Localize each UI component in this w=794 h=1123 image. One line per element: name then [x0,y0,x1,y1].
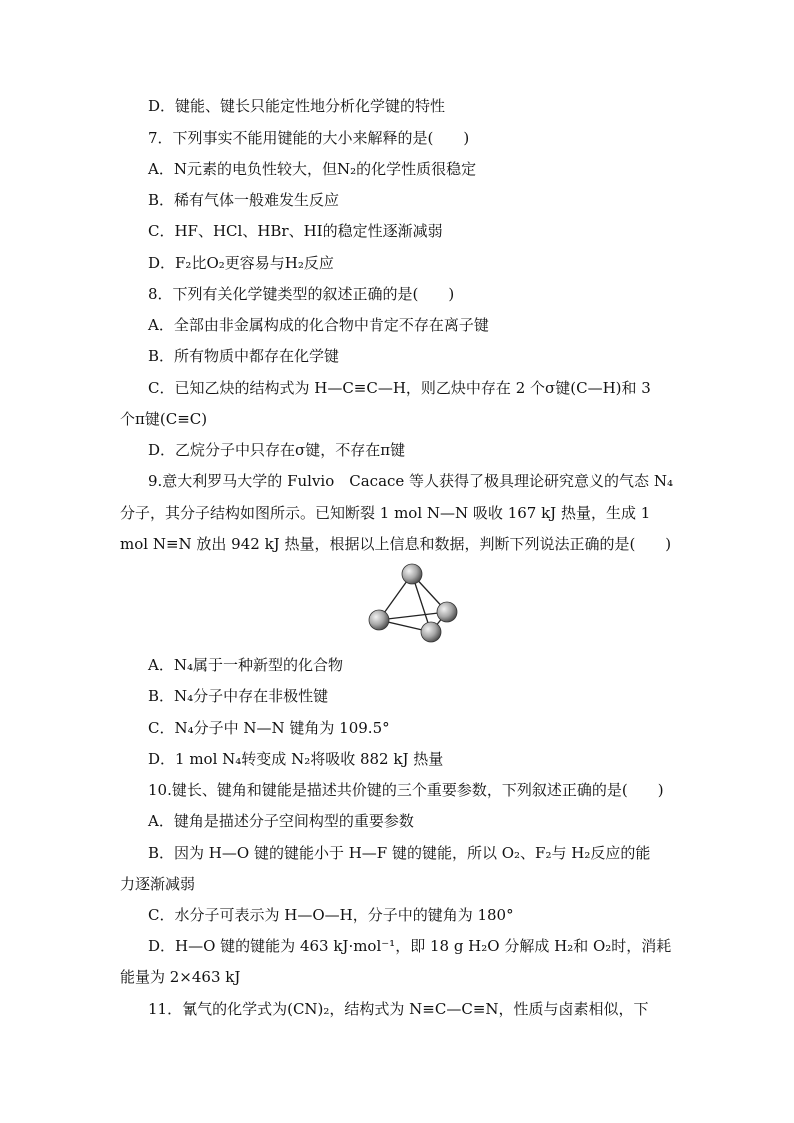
q8-option-c-cont: 个π键(C≡C) [120,410,208,428]
nitrogen-atom [369,610,389,630]
q7-option-b: B．稀有气体一般难发生反应 [148,191,340,209]
q10-option-b-cont: 力逐渐减弱 [120,875,196,893]
question-10-stem: 10.键长、键角和键能是描述共价键的三个重要参数，下列叙述正确的是( ) [148,781,664,799]
q10-option-b: B．因为 H—O 键的键能小于 H—F 键的键能，所以 O₂、F₂与 H₂反应的能 [148,844,651,862]
nitrogen-atom [437,602,457,622]
q8-option-c: C．已知乙炔的结构式为 H—C≡C—H，则乙炔中存在 2 个σ键(C—H)和 3 [148,379,651,397]
question-7-stem: 7．下列事实不能用键能的大小来解释的是( ) [148,129,470,147]
question-9-stem-cont: 分子，其分子结构如图所示。已知断裂 1 mol N—N 吸收 167 kJ 热量，生成 1 [120,504,651,522]
q9-option-a: A．N₄属于一种新型的化合物 [148,656,343,674]
q8-option-d: D．乙烷分子中只存在σ键，不存在π键 [148,441,406,459]
question-9-stem: 9.意大利罗马大学的 Fulvio Cacace 等人获得了极具理论研究意义的气态 N₄ [148,472,673,490]
q7-option-c: C．HF、HCl、HBr、HI的稳定性逐渐减弱 [148,222,443,240]
q10-option-d-cont: 能量为 2×463 kJ [120,968,241,986]
question-11-stem: 11．氰气的化学式为(CN)₂，结构式为 N≡C—C≡N，性质与卤素相似，下 [148,1000,649,1018]
n4-molecule-figure [360,560,470,650]
q8-option-a: A．全部由非金属构成的化合物中肯定不存在离子键 [148,316,489,334]
q10-option-c: C．水分子可表示为 H—O—H，分子中的键角为 180° [148,906,514,924]
q7-option-d: D．F₂比O₂更容易与H₂反应 [148,254,334,272]
q7-option-a: A．N元素的电负性较大，但N₂的化学性质很稳定 [148,160,477,178]
nitrogen-atom [421,622,441,642]
question-8-stem: 8．下列有关化学键类型的叙述正确的是( ) [148,285,455,303]
text-line: D．键能、键长只能定性地分析化学键的特性 [148,97,446,115]
q10-option-d: D．H—O 键的键能为 463 kJ·mol⁻¹，即 18 g H₂O 分解成 H₂和 O₂时，消耗 [148,937,672,955]
q9-option-d: D．1 mol N₄转变成 N₂将吸收 882 kJ 热量 [148,750,444,768]
q10-option-a: A．键角是描述分子空间构型的重要参数 [148,812,414,830]
q9-option-b: B．N₄分子中存在非极性键 [148,687,329,705]
nitrogen-atom [402,564,422,584]
q8-option-b: B．所有物质中都存在化学键 [148,347,340,365]
q9-option-c: C．N₄分子中 N—N 键角为 109.5° [148,719,390,737]
question-9-stem-cont: mol N≡N 放出 942 kJ 热量，根据以上信息和数据，判断下列说法正确的是( ) [120,535,672,553]
